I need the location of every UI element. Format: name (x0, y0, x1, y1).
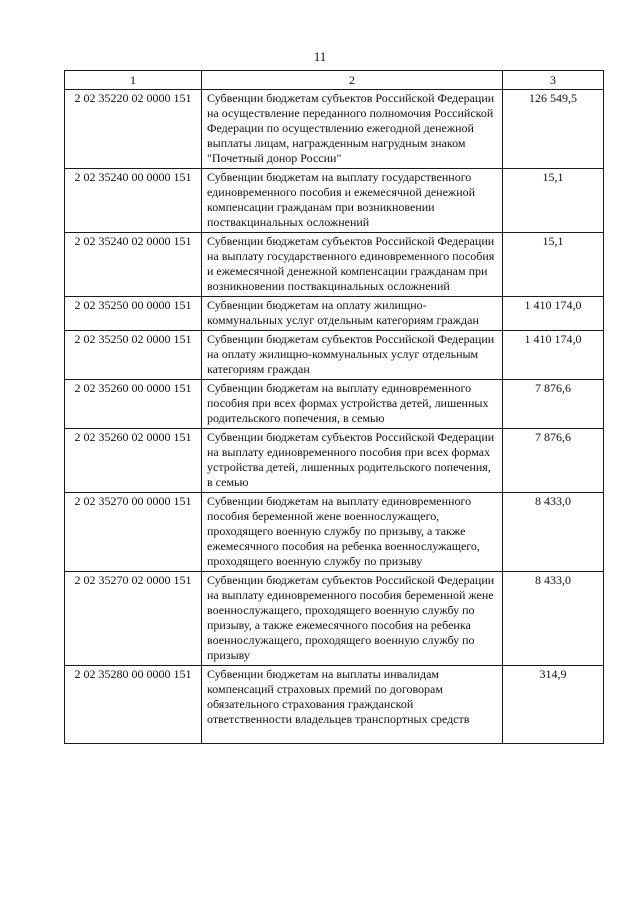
row-amount: 7 876,6 (503, 429, 604, 493)
table-row (65, 331, 604, 380)
row-amount: 7 876,6 (503, 380, 604, 429)
row-name: Субвенции бюджетам субъектов Российской Федерации на оплату жилищно-коммунальных услуг отдельным категориям граждан (202, 331, 503, 380)
row-name: Субвенции бюджетам субъектов Российской Федерации на выплату единовременного пособия при всех формах устройства детей, лишенных родительского попечения, в семью (202, 429, 503, 493)
row-amount: 15,1 (503, 233, 604, 297)
budget-table (64, 70, 604, 744)
row-name: Субвенции бюджетам на оплату жилищно-коммунальных услуг отдельным категориям граждан (202, 297, 503, 331)
row-code: 2 02 35250 02 0000 151 (65, 331, 202, 380)
table-row (65, 572, 604, 666)
table-row (65, 666, 604, 744)
row-code: 2 02 35280 00 0000 151 (65, 666, 202, 744)
table-row (65, 380, 604, 429)
row-name: Субвенции бюджетам на выплату единовременного пособия беременной жене военнослужащего, проходящего военную службу по призыву, а также ежемесячного пособия на ребенка военнослужащего, проходящего военную службу по призыву (202, 493, 503, 572)
row-name: Субвенции бюджетам субъектов Российской Федерации на осуществление переданного полномочия Российской Федерации по осуществлению ежегодной денежной выплаты лицам, награжденным нагрудным знаком "Почетный донор России" (202, 90, 503, 169)
table-row (65, 169, 604, 233)
table-row (65, 297, 604, 331)
row-amount: 126 549,5 (503, 90, 604, 169)
row-code: 2 02 35260 00 0000 151 (65, 380, 202, 429)
row-code: 2 02 35260 02 0000 151 (65, 429, 202, 493)
row-amount: 15,1 (503, 169, 604, 233)
row-code: 2 02 35250 00 0000 151 (65, 297, 202, 331)
row-name: Субвенции бюджетам на выплату единовременного пособия при всех формах устройства детей, лишенных родительского попечения, в семью (202, 380, 503, 429)
row-name: Субвенции бюджетам субъектов Российской Федерации на выплату государственного единовременного пособия и ежемесячной денежной компенсации гражданам при возникновении поствакцинальных осложнений (202, 233, 503, 297)
row-name: Субвенции бюджетам на выплату государственного единовременного пособия и ежемесячной денежной компенсации гражданам при возникновении поствакцинальных осложнений (202, 169, 503, 233)
row-code: 2 02 35240 02 0000 151 (65, 233, 202, 297)
row-code: 2 02 35220 02 0000 151 (65, 90, 202, 169)
page-number: 11 (313, 49, 327, 64)
row-amount: 1 410 174,0 (503, 297, 604, 331)
table-header-row (65, 71, 604, 90)
row-code: 2 02 35270 00 0000 151 (65, 493, 202, 572)
header-amount: 3 (503, 71, 604, 90)
row-amount: 8 433,0 (503, 572, 604, 666)
row-code: 2 02 35270 02 0000 151 (65, 572, 202, 666)
row-name: Субвенции бюджетам субъектов Российской Федерации на выплату единовременного пособия беременной жене военнослужащего, проходящего военную службу по призыву, а также ежемесячного пособия на ребенка военнослужащего, проходящего военную службу по призыву (202, 572, 503, 666)
row-name: Субвенции бюджетам на выплаты инвалидам компенсаций страховых премий по договорам обязательного страхования гражданской ответственности владельцев транспортных средств (202, 666, 503, 744)
header-code: 1 (65, 71, 202, 90)
header-name: 2 (202, 71, 503, 90)
table-row (65, 493, 604, 572)
table-row (65, 90, 604, 169)
row-amount: 314,9 (503, 666, 604, 744)
table-row (65, 233, 604, 297)
row-amount: 1 410 174,0 (503, 331, 604, 380)
row-amount: 8 433,0 (503, 493, 604, 572)
row-code: 2 02 35240 00 0000 151 (65, 169, 202, 233)
table-row (65, 429, 604, 493)
